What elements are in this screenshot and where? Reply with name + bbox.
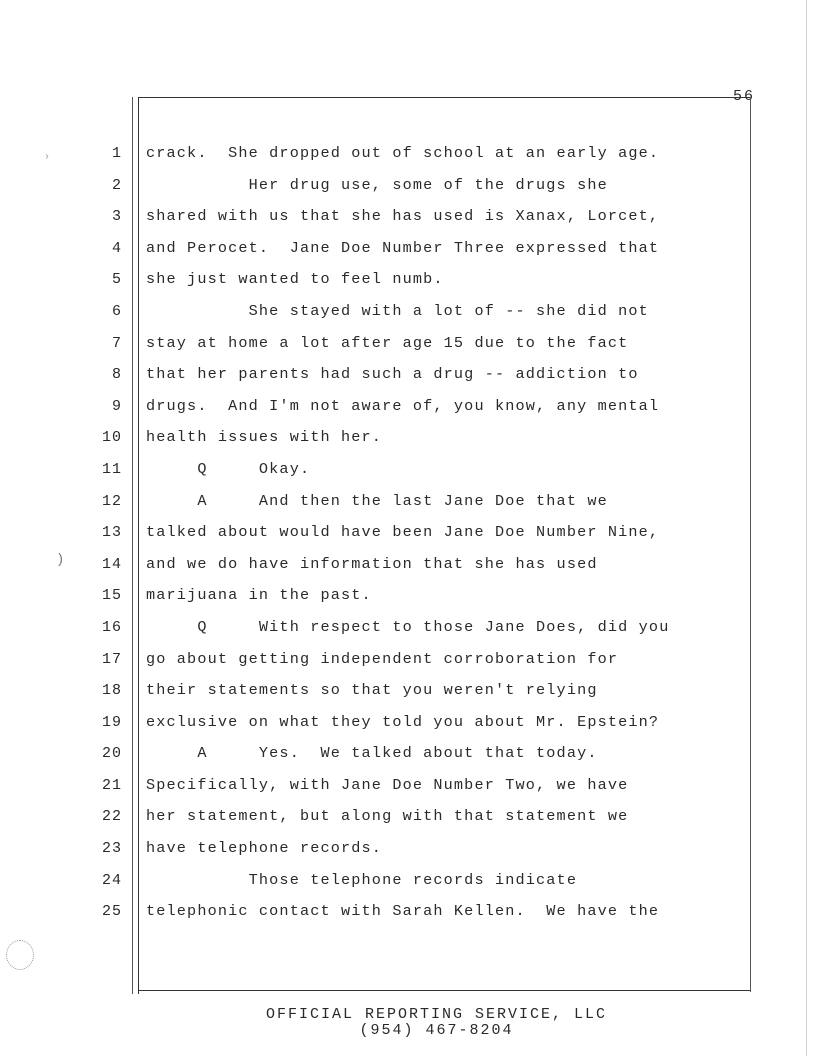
transcript-line (0, 486, 817, 518)
page-number: 56 (732, 88, 755, 105)
transcript-line (0, 359, 817, 391)
line-number: 3 (111, 208, 122, 226)
line-text: talked about would have been Jane Doe Number Nine, (146, 523, 660, 542)
line-text: Q With respect to those Jane Does, did you (146, 617, 670, 636)
line-text: A And then the last Jane Doe that we (146, 491, 608, 510)
scan-mark: › (44, 152, 51, 163)
transcript-line (0, 612, 817, 644)
transcript-body (0, 138, 817, 928)
transcript-line (0, 170, 817, 202)
line-text: Those telephone records indicate (146, 870, 578, 889)
line-text: health issues with her. (146, 428, 383, 447)
frame-bottom-border (138, 990, 750, 991)
transcript-line (0, 644, 817, 676)
transcript-line (0, 675, 817, 707)
transcript-line (0, 296, 817, 328)
line-number: 10 (101, 429, 122, 447)
line-number: 25 (101, 903, 122, 921)
footer-phone: (954) 467-8204 (359, 1022, 514, 1039)
line-number: 19 (101, 713, 122, 731)
line-text: and Perocet. Jane Doe Number Three expressed that (146, 238, 660, 257)
transcript-line (0, 549, 817, 581)
line-number: 17 (101, 650, 122, 668)
line-text: and we do have information that she has used (146, 554, 598, 573)
transcript-line (0, 328, 817, 360)
line-number: 24 (101, 871, 122, 889)
transcript-line (0, 707, 817, 739)
line-number: 18 (101, 682, 122, 700)
line-number: 2 (111, 176, 122, 194)
transcript-line (0, 138, 817, 170)
line-number: 15 (101, 587, 122, 605)
transcript-line (0, 454, 817, 486)
footer-company: OFFICIAL REPORTING SERVICE, LLC (265, 1006, 608, 1023)
line-text: exclusive on what they told you about Mr. Epstein? (146, 712, 660, 731)
line-text: Specifically, with Jane Doe Number Two, we have (146, 775, 629, 794)
scan-mark: ) (56, 552, 65, 568)
line-text: their statements so that you weren't relying (146, 681, 598, 700)
transcript-line (0, 201, 817, 233)
transcript-line (0, 896, 817, 928)
line-number: 12 (101, 492, 122, 510)
line-number: 23 (101, 840, 122, 858)
line-number: 16 (101, 618, 122, 636)
line-number: 11 (101, 460, 122, 478)
transcript-line (0, 233, 817, 265)
line-text: have telephone records. (146, 839, 383, 858)
line-text: her statement, but along with that statement we (146, 807, 629, 826)
line-text: Her drug use, some of the drugs she (146, 175, 608, 194)
transcript-line (0, 391, 817, 423)
line-number: 8 (111, 366, 122, 384)
line-text: Q Okay. (146, 459, 311, 478)
line-number: 21 (101, 776, 122, 794)
line-number: 1 (111, 145, 122, 162)
transcript-line (0, 770, 817, 802)
line-text: shared with us that she has used is Xanax, Lorcet, (146, 207, 660, 226)
transcript-line (0, 865, 817, 897)
line-text: she just wanted to feel numb. (146, 270, 444, 289)
transcript-line (0, 422, 817, 454)
line-number: 13 (101, 524, 122, 542)
line-number: 22 (101, 808, 122, 826)
line-number: 7 (111, 334, 122, 352)
line-text: drugs. And I'm not aware of, you know, any mental (146, 396, 660, 415)
line-text: stay at home a lot after age 15 due to the fact (146, 333, 629, 352)
transcript-line (0, 517, 817, 549)
frame-top-border (138, 97, 750, 98)
transcript-line (0, 738, 817, 770)
line-text: marijuana in the past. (146, 586, 372, 605)
line-text: go about getting independent corroboration for (146, 649, 619, 668)
transcript-line (0, 833, 817, 865)
transcript-line (0, 801, 817, 833)
line-number: 14 (101, 555, 122, 573)
line-number: 9 (111, 397, 122, 415)
line-text: A Yes. We talked about that today. (146, 744, 598, 763)
line-number: 4 (111, 239, 122, 257)
line-text: that her parents had such a drug -- addiction to (146, 365, 639, 384)
line-text: telephonic contact with Sarah Kellen. We have the (146, 902, 660, 921)
line-text: crack. She dropped out of school at an early age. (146, 144, 660, 162)
punch-hole-mark (6, 940, 34, 970)
line-text: She stayed with a lot of -- she did not (146, 301, 649, 320)
line-number: 6 (111, 302, 122, 320)
transcript-line (0, 580, 817, 612)
transcript-line (0, 264, 817, 296)
line-number: 5 (111, 271, 122, 289)
line-number: 20 (101, 745, 122, 763)
